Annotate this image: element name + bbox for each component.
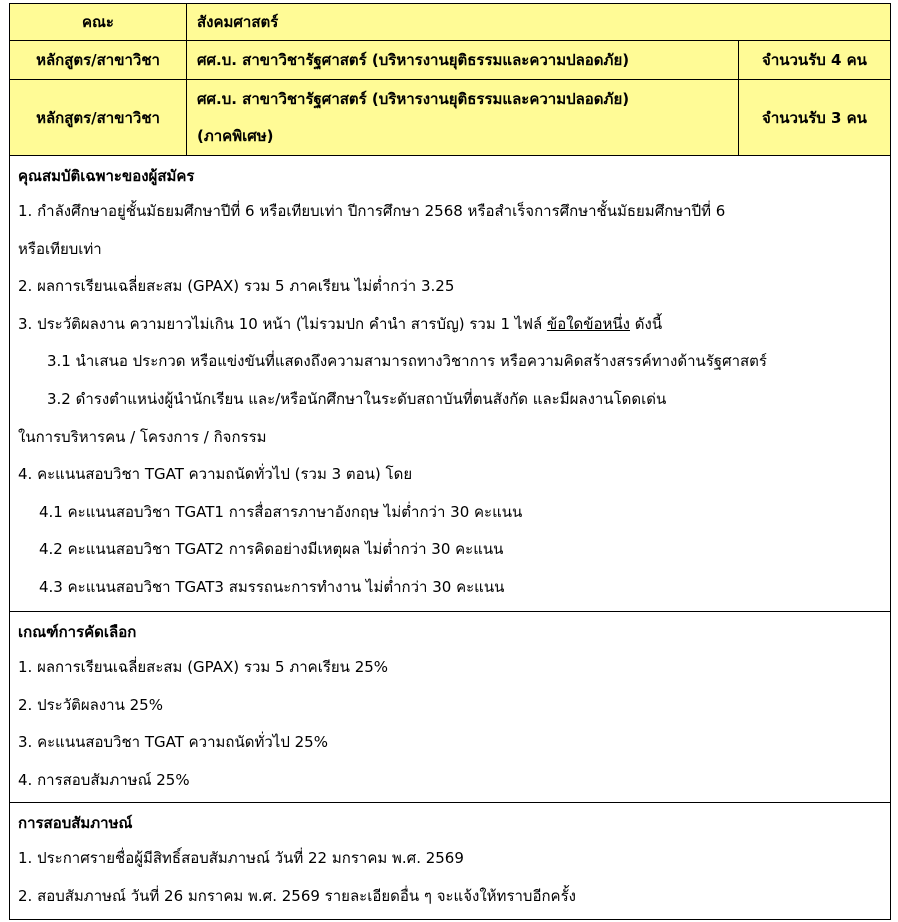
qualification-item: หรือเทียบเท่า — [18, 239, 102, 258]
interview-item: 2. สอบสัมภาษณ์ วันที่ 26 มกราคม พ.ศ. 2569 รายละเอียดอื่น ๆ จะแจ้งให้ทราบอีกครั้ง — [18, 886, 576, 905]
qualification-item: 1. กำลังศึกษาอยู่ชั้นมัธยมศึกษาปีที่ 6 หรือเทียบเท่า ปีการศึกษา 2568 หรือสำเร็จการศึกษาชั้นมัธยมศึกษาปีที่ 6 — [18, 202, 726, 220]
interview-item: 1. ประกาศรายชื่อผู้มีสิทธิ์สอบสัมภาษณ์ วันที่ 22 มกราคม พ.ศ. 2569 — [18, 849, 464, 867]
qualifications-title: คุณสมบัติเฉพาะของผู้สมัคร — [18, 167, 195, 185]
qualification-subitem: 4.2 คะแนนสอบวิชา TGAT2 การคิดอย่างมีเหตุผล ไม่ต่ำกว่า 30 คะแนน — [39, 540, 504, 559]
program-seats: จำนวนรับ 4 คน — [739, 41, 891, 80]
admission-table — [9, 3, 891, 920]
qualification-subitem: 3.2 ดำรงตำแหน่งผู้นำนักเรียน และ/หรือนักศึกษาในระดับสถาบันที่ตนสังกัด และมีผลงานโดดเด่น — [47, 389, 667, 408]
qualification-subitem: 3.1 นำเสนอ ประกวด หรือแข่งขันที่แสดงถึงความสามารถทางวิชาการ หรือความคิดสร้างสรรค์ทางด้านรัฐศาสตร์ — [47, 352, 767, 371]
qualification-emphasis: ข้อใดข้อหนึ่ง — [546, 314, 630, 333]
program-label: หลักสูตร/สาขาวิชา — [10, 80, 187, 156]
criteria-section — [10, 612, 891, 803]
interview-section — [10, 803, 891, 920]
qualification-text: ดังนี้ — [630, 314, 663, 333]
faculty-row — [10, 4, 891, 41]
criteria-item: 4. การสอบสัมภาษณ์ 25% — [18, 770, 190, 789]
program-name: ศศ.บ. สาขาวิชารัฐศาสตร์ (บริหารงานยุติธรรมและความปลอดภัย) — [187, 41, 739, 80]
program-row — [10, 41, 891, 80]
faculty-label: คณะ — [10, 4, 187, 41]
qualification-subitem: ในการบริหารคน / โครงการ / กิจกรรม — [18, 427, 267, 446]
qualification-item: 4. คะแนนสอบวิชา TGAT ความถนัดทั่วไป (รวม 3 ตอน) โดย — [18, 465, 413, 484]
criteria-title: เกณฑ์การคัดเลือก — [18, 623, 137, 641]
qualifications-section — [10, 156, 891, 612]
qualification-item — [18, 306, 890, 344]
interview-title: การสอบสัมภาษณ์ — [18, 814, 133, 832]
program-name — [187, 80, 739, 156]
qualification-text: 3. ประวัติผลงาน ความยาวไม่เกิน 10 หน้า (ไม่รวมปก คำนำ สารบัญ) รวม 1 ไฟล์ — [18, 314, 547, 333]
program-name-line: (ภาคพิเศษ) — [197, 126, 274, 145]
criteria-item: 3. คะแนนสอบวิชา TGAT ความถนัดทั่วไป 25% — [18, 733, 328, 752]
program-name-line: ศศ.บ. สาขาวิชารัฐศาสตร์ (บริหารงานยุติธรรมและความปลอดภัย) — [197, 89, 630, 108]
program-row — [10, 80, 891, 156]
qualification-subitem: 4.3 คะแนนสอบวิชา TGAT3 สมรรถนะการทำงาน ไม่ต่ำกว่า 30 คะแนน — [39, 577, 505, 596]
qualification-subitem: 4.1 คะแนนสอบวิชา TGAT1 การสื่อสารภาษาอังกฤษ ไม่ต่ำกว่า 30 คะแนน — [39, 502, 523, 521]
qualification-item: 2. ผลการเรียนเฉลี่ยสะสม (GPAX) รวม 5 ภาคเรียน ไม่ต่ำกว่า 3.25 — [18, 277, 455, 296]
criteria-item: 1. ผลการเรียนเฉลี่ยสะสม (GPAX) รวม 5 ภาคเรียน 25% — [18, 658, 389, 676]
program-seats: จำนวนรับ 3 คน — [739, 80, 891, 156]
program-label: หลักสูตร/สาขาวิชา — [10, 41, 187, 80]
criteria-item: 2. ประวัติผลงาน 25% — [18, 695, 163, 714]
faculty-value: สังคมศาสตร์ — [187, 4, 891, 41]
